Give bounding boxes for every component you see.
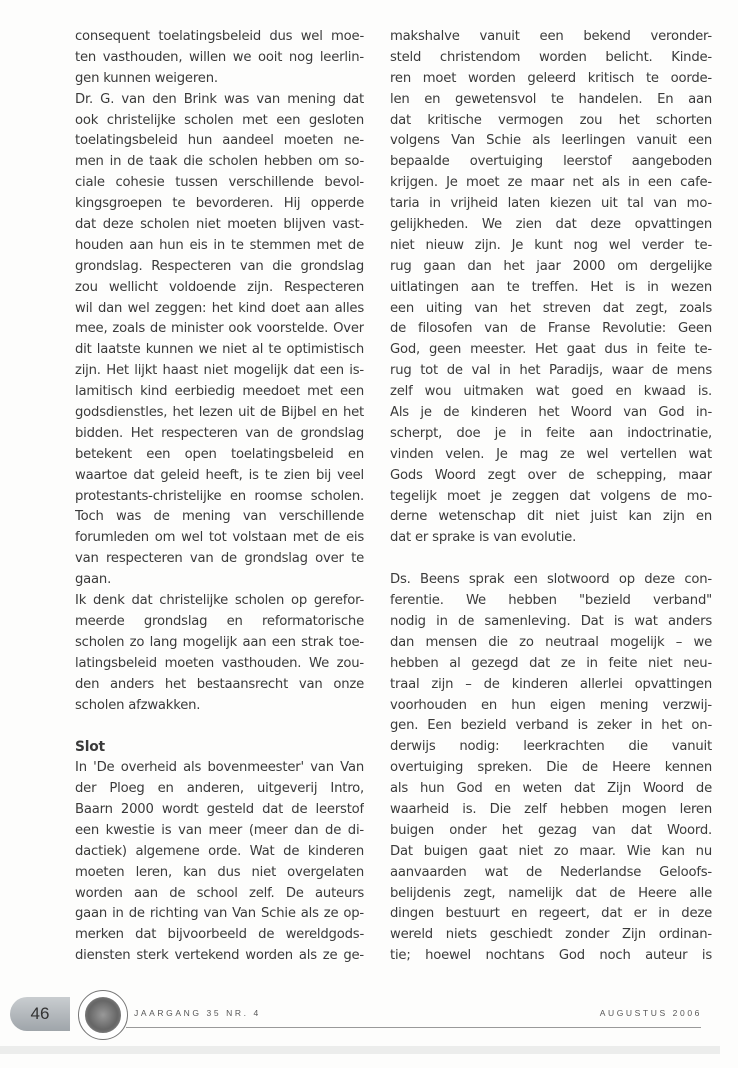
text-line: ren moet worden geleerd kritisch te oorde- bbox=[390, 70, 712, 86]
text-line: krijgen. Je moet ze maar net als in een cafe- bbox=[390, 175, 712, 191]
text-line: godsdienstles, het lezen uit de Bijbel en het bbox=[75, 405, 364, 421]
text-line: ferentie. We hebben "bezield verband" bbox=[390, 593, 712, 609]
text-line: scherpt, doe je in feite aan indoctrinatie, bbox=[390, 425, 712, 441]
text-line: waarheid is. Die zelf hebben mogen leren bbox=[390, 801, 712, 817]
footer-divider bbox=[126, 1027, 701, 1028]
text-line: steld christendom worden belicht. Kinde- bbox=[390, 49, 712, 65]
text-line: bepaalde overtuiging leerstof aangeboden bbox=[390, 154, 712, 170]
text-line: nodig in de samenleving. Dat is wat anders bbox=[390, 613, 712, 629]
text-line: zijn. Het lijkt haast niet mogelijk dat een is- bbox=[75, 363, 364, 379]
text-line: bidden. Het respecteren van de grondslag bbox=[75, 425, 364, 441]
text-line: grondslag. Respecteren van die grondslag bbox=[75, 258, 364, 274]
journal-seal-icon bbox=[78, 990, 128, 1040]
right-column bbox=[390, 27, 712, 967]
text-line: overtuiging spreken. Die de Heere kennen bbox=[390, 760, 712, 776]
text-line: kingsgroepen te bevorderen. Hij opperde bbox=[75, 196, 364, 212]
text-line: diensten sterk vertekend worden als ze ge- bbox=[75, 948, 364, 964]
page-number: 46 bbox=[10, 997, 70, 1031]
text-line: Dat buigen gaat niet zo maar. Wie kan nu bbox=[390, 843, 712, 859]
text-line: voorhouden en hun eigen mening verzwij- bbox=[390, 697, 712, 713]
text-line: hebben al gezegd dat ze in feite niet neu- bbox=[390, 655, 712, 671]
text-line: belijdenis zegt, namelijk dat de Heere alle bbox=[390, 885, 712, 901]
text-line: den anders het bestaansrecht van onze bbox=[75, 676, 364, 692]
paragraph bbox=[390, 570, 712, 967]
text-line: ten vasthouden, willen we ooit nog leerlin- bbox=[75, 49, 364, 65]
text-line: Toch was de mening van verschillende bbox=[75, 509, 364, 525]
text-line: gaan in de richting van Van Schie als ze op- bbox=[75, 906, 364, 922]
text-line: een uiting van het streven dat zegt, zoals bbox=[390, 300, 712, 316]
text-line: de filosofen van de Franse Revolutie: Geen bbox=[390, 321, 712, 337]
paragraph bbox=[75, 591, 364, 716]
text-line: scholen afzwakken. bbox=[75, 697, 201, 713]
text-line: tie; hoewel nochtans God noch auteur is bbox=[390, 948, 712, 964]
text-line: In 'De overheid als bovenmeester' van Van bbox=[75, 760, 364, 776]
text-line: waartoe dat geleid heeft, is te zien bij veel bbox=[75, 467, 364, 483]
text-line: Ds. Beens sprak een slotwoord op deze con- bbox=[390, 572, 712, 588]
paragraph bbox=[390, 27, 712, 549]
text-line: dat deze scholen niet moeten blijven vast- bbox=[75, 217, 364, 233]
text-line: scholen zo lang mogelijk aan een strak toe- bbox=[75, 634, 364, 650]
journal-issue: JAARGANG 35 NR. 4 bbox=[134, 1008, 261, 1018]
text-line: traal zijn – de kinderen allerlei opvattingen bbox=[390, 676, 712, 692]
text-line: rug gaan dan het jaar 2000 om dergelijke bbox=[390, 258, 712, 274]
text-line: toelatingsbeleid hun aandeel moeten ne- bbox=[75, 133, 364, 149]
text-line: Ik denk dat christelijke scholen op gerefor- bbox=[75, 593, 364, 609]
text-line: dat er sprake is van evolutie. bbox=[390, 530, 577, 546]
text-line: der Ploeg en anderen, uitgeverij Intro, bbox=[75, 781, 364, 797]
text-line: vinden velen. Je mag ze wel vertellen wat bbox=[390, 446, 712, 462]
text-line: zelf wou uitmaken wat goed en kwaad is. bbox=[390, 384, 712, 400]
text-line: aanvaarden wat de Nederlandse Geloofs- bbox=[390, 864, 712, 880]
text-line: latingsbeleid moeten vasthouden. We zou- bbox=[75, 655, 364, 671]
text-line: gelijkheden. We zien dat deze opvattingen bbox=[390, 217, 712, 233]
text-line: betekent een open toelatingsbeleid en bbox=[75, 446, 364, 462]
text-line: zou wellicht voldoende zijn. Respecteren bbox=[75, 279, 364, 295]
text-line: worden aan de school zelf. De auteurs bbox=[75, 885, 364, 901]
text-line: gen kunnen weigeren. bbox=[75, 70, 218, 86]
text-line: consequent toelatingsbeleid dus wel moe- bbox=[75, 29, 364, 44]
text-line: dan mensen die zo neutraal mogelijk – we bbox=[390, 634, 712, 650]
text-line: God, geen meester. Het gaat dus in feite te- bbox=[390, 342, 712, 358]
section-heading: Slot bbox=[75, 739, 105, 756]
text-line: mee, zoals de minister ook voorstelde. Over bbox=[75, 321, 364, 337]
text-line: lamitisch kind eerbiedig meedoet met een bbox=[75, 384, 364, 400]
paragraph bbox=[75, 27, 364, 90]
left-column bbox=[75, 27, 364, 967]
text-line: gen. Een bezield verband is zeker in het on- bbox=[390, 718, 712, 734]
text-line: dit laatste kunnen we niet al te optimistisch bbox=[75, 342, 364, 358]
text-line: men in de taak die scholen hebben om so- bbox=[75, 154, 364, 170]
text-line: uitlatingen aan te treffen. Het is in wezen bbox=[390, 279, 712, 295]
text-line: dat kritische vermogen zou het schorten bbox=[390, 112, 712, 128]
text-line: Baarn 2000 wordt gesteld dat de leerstof bbox=[75, 801, 364, 817]
text-line: dingen bestuurt en regeert, dat er in deze bbox=[390, 906, 712, 922]
text-line: gaan. bbox=[75, 572, 112, 588]
paragraph bbox=[75, 90, 364, 591]
text-line: rug tot de val in het Paradijs, waar de mens bbox=[390, 363, 712, 379]
text-line: Als je de kinderen het Woord van God in- bbox=[390, 405, 712, 421]
text-line: van respecteren van de grondslag over te bbox=[75, 551, 364, 567]
text-line: buigen onder het gezag van dat Woord. bbox=[390, 822, 712, 838]
text-line: ciale cohesie tussen verschillende bevol- bbox=[75, 175, 364, 191]
text-line: als hun God en weten dat Zijn Woord de bbox=[390, 781, 712, 797]
paragraph bbox=[75, 758, 364, 967]
text-line: derne wetenschap dit niet juist kan zijn en bbox=[390, 509, 712, 525]
text-line: wereld niets geschiedt zonder Zijn ordinan- bbox=[390, 927, 712, 943]
text-line: forumleden om wel tot volstaan met de eis bbox=[75, 530, 364, 546]
paragraph-gap bbox=[75, 716, 364, 737]
text-line: dactiek) algemene orde. Wat de kinderen bbox=[75, 843, 364, 859]
text-line: moeten leren, kan dus niet overgelaten bbox=[75, 864, 364, 880]
text-line: derwijs nodig: leerkrachten die vanuit bbox=[390, 739, 712, 755]
text-line: meerde grondslag en reformatorische bbox=[75, 613, 364, 629]
text-line: taria in vrijheid laten kiezen uit tal van mo- bbox=[390, 196, 712, 212]
issue-date: AUGUSTUS 2006 bbox=[599, 1008, 702, 1018]
text-line: niet nieuw zijn. Je kunt nog wel verder te- bbox=[390, 237, 712, 253]
text-line: Gods Woord zegt over de schepping, maar bbox=[390, 467, 712, 483]
text-line: een kwestie is van meer (meer dan de di- bbox=[75, 822, 364, 838]
text-line: makshalve vanuit een bekend veronder- bbox=[390, 29, 712, 44]
text-line: Dr. G. van den Brink was van mening dat bbox=[75, 91, 364, 107]
page-edge bbox=[0, 1046, 720, 1054]
paragraph-gap bbox=[390, 549, 712, 570]
text-line: wil dan wel zeggen: het kind doet aan alles bbox=[75, 300, 364, 316]
text-line: len en gewetensvol te handelen. En aan bbox=[390, 91, 712, 107]
text-line: protestants-christelijke en roomse scholen. bbox=[75, 488, 364, 504]
text-line: houden aan hun eis in te stemmen met de bbox=[75, 237, 364, 253]
text-line: merken dat bijvoorbeeld de wereldgods- bbox=[75, 927, 364, 943]
text-line: volgens Van Schie als leerlingen vanuit een bbox=[390, 133, 712, 149]
text-line: ook christelijke scholen met een gesloten bbox=[75, 112, 364, 128]
text-line: tegelijk moet je zeggen dat volgens de mo- bbox=[390, 488, 712, 504]
